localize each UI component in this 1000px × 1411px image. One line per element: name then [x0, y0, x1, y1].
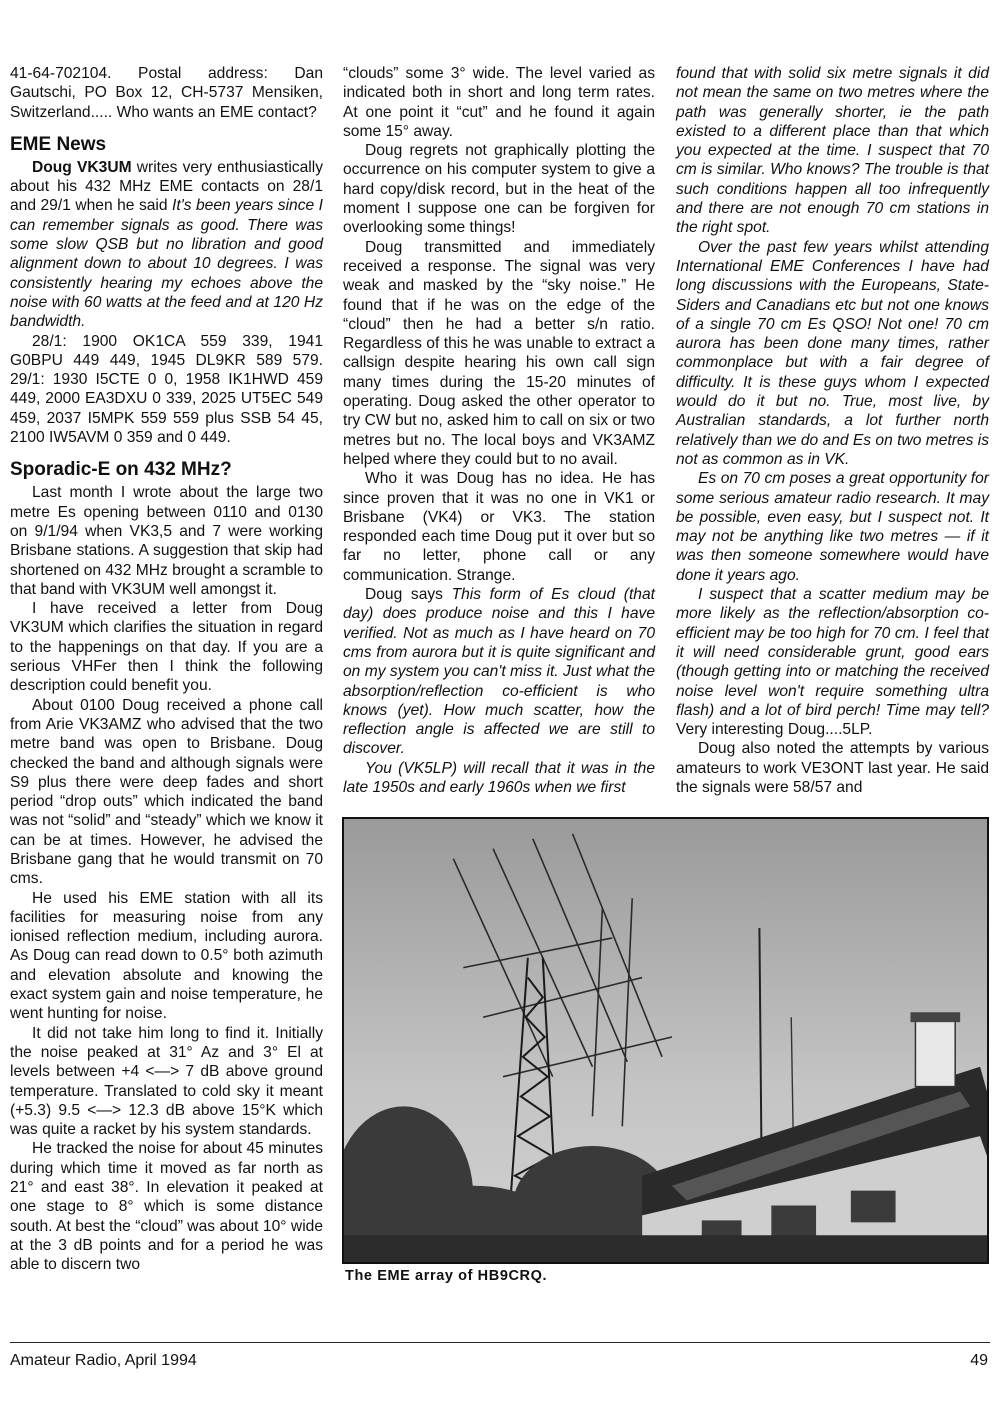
- mid-paragraph-5-quote: This form of Es cloud (that day) does produce noise and this I have verified. Not as much as I have heard on 70 cms from aurora but it is quite significant and on my system you can't miss it. Just what the absorption/reflection co-efficient is who knows (yet). How much scatter, how the reflection angle is affected we are still to discover.: [343, 586, 655, 758]
- mid-paragraph-1: “clouds” some 3° wide. The level varied as indicated both in short and long term rates. At one point it “cut” and he found it again some 15° away.: [343, 65, 655, 140]
- left-paragraph-1: 41-64-702104. Postal address: Dan Gautschi, PO Box 12, CH-5737 Mensiken, Switzerland..... Who wants an EME contact?: [10, 65, 323, 121]
- photo-illustration: [344, 819, 987, 1262]
- sporadic-paragraph-6: He tracked the noise for about 45 minutes during which time it moved as far north as 21° and east 38°. In elevation it peaked at one stage to 8° which is some distance south. At best the “cloud” was about 10° wide at the 3 dB points and for a period he was able to discern two: [10, 1140, 323, 1274]
- sporadic-paragraph-1: Last month I wrote about the large two metre Es opening between 0110 and 0130 on 9/1/94 when VK3,5 and 7 were working Brisbane stations. A suggestion that skip had shortened on 432 MHz brought a scramble to that band with VK3UM well amongst it.: [10, 484, 323, 598]
- photo-caption: The EME array of HB9CRQ.: [345, 1268, 548, 1284]
- eme-contact-log: 28/1: 1900 OK1CA 559 339, 1941 G0BPU 449 449, 1945 DL9KR 589 579. 29/1: 1930 I5CTE 0 0, 1958 IK1HWD 459 449, 2000 EA3DXU 0 339, 2025 UT5EC 549 459, 2037 I5MPK 559 559 plus SSB 54 45, 2100 IW5AVM 0 359 and 0 449.: [10, 332, 323, 447]
- right-paragraph-4: [676, 585, 989, 739]
- right-paragraph-4-tail: Very interesting Doug....5LP.: [676, 721, 873, 739]
- middle-column: [343, 64, 655, 797]
- left-column: [10, 64, 323, 1275]
- right-column: [676, 64, 989, 797]
- eme-news-paragraph: [10, 158, 323, 332]
- right-paragraph-4-quote: I suspect that a scatter medium may be more likely as the reflection/absorption co-efficient may be too high for 70 cm. I feel that it will need considerable grunt, good ears (though getting into or matching the received noise level won't require something ultra flash) and a lot of bird perch! Time may tell?: [676, 586, 989, 719]
- sporadic-paragraph-5: It did not take him long to find it. Initially the noise peaked at 31° Az and 3° El at levels between +4 <—> 7 dB above ground temperature. Translated to cold sky it meant (+5.3) 9.5 <—> 12.3 dB above 15°K which was quite a racket by his system standards.: [10, 1024, 323, 1139]
- heading-sporadic-e: Sporadic-E on 432 MHz?: [10, 459, 232, 481]
- mid-paragraph-2: Doug regrets not graphically plotting the occurrence on his computer system to give a hard copy/disk record, but in the heat of the moment I suppose one can be forgiven for overlooking some things!: [343, 142, 655, 237]
- right-paragraph-3: Es on 70 cm poses a great opportunity for some serious amateur radio research. It may be possible, even easy, but I suspect not. It may not be anything like two metres — if it was then someone somewhere would have done it years ago.: [676, 470, 989, 584]
- mid-paragraph-3: Doug transmitted and immediately received a response. The signal was very weak and masked by the “sky noise.” He found that if he was on the edge of the “cloud” then he had a better s/n ratio. Regardless of this he was unable to extract a callsign despite hearing his own call sign many times during the 15-20 minutes of operating. Doug asked the other operator to try CW but no, asked him to call on six or two metres but no. The local boys and VK3AMZ helped where they could but to no avail.: [343, 238, 655, 468]
- eme-array-photo: [342, 817, 989, 1264]
- sporadic-paragraph-4: He used his EME station with all its facilities for measuring noise from any ionised reflection medium, including aurora. As Doug can read down to 0.5° both azimuth and elevation absolute and knowing the exact system gain and noise temperature, he went hunting for noise.: [10, 889, 323, 1023]
- footer-rule: [10, 1342, 990, 1343]
- sporadic-paragraph-3: About 0100 Doug received a phone call from Arie VK3AMZ who advised that the two metre band was open to Brisbane. Doug checked the band and although signals were S9 plus there were deep fades and short period “drop outs” which indicated the band was not “solid” and “steady” which we know it can be at times. However, he advised the Brisbane gang that he would transmit on 70 cms.: [10, 696, 323, 888]
- mid-paragraph-5-lead: Doug says: [365, 586, 452, 604]
- footer-publication: Amateur Radio, April 1994: [10, 1352, 197, 1369]
- lead-callsign: Doug VK3UM: [32, 158, 132, 176]
- right-paragraph-5: Doug also noted the attempts by various amateurs to work VE3ONT last year. He said the signals were 58/57 and: [676, 740, 989, 796]
- sporadic-paragraph-2: I have received a letter from Doug VK3UM which clarifies the situation in regard to the happenings on that day. If you are a serious VHFer then I think the following description could benefit you.: [10, 600, 323, 695]
- eme-news-intro: writes very enthusiastically about his 432 MHz EME contacts on 28/1 and 29/1 when he said: [10, 158, 323, 215]
- mid-paragraph-4: Who it was Doug has no idea. He has since proven that it was no one in VK1 or Brisbane (VK4) or VK3. The station responded each time Doug put it over but so far no letter, phone call or any communication. Strange.: [343, 470, 655, 584]
- heading-eme-news: EME News: [10, 133, 107, 155]
- mid-paragraph-5: [343, 585, 655, 759]
- right-paragraph-2: Over the past few years whilst attending International EME Conferences I have had long discussions with the Europeans, State-Siders and Canadians etc but not one knows of a single 70 cm Es QSO! Not one! 70 cm aurora has been done many times, rather commonplace but with a fair degree of difficulty. It is these guys whom I expected would do it but no. True, most live, by Australian standards, a lot further north relatively than we do and Es on two metres is not as common as in VK.: [676, 238, 989, 468]
- eme-news-quote: It's been years since I can remember signals as good. There was some slow QSB but no libration and good alignment down to about 10 degrees. I was consistently hearing my echoes above the noise with 60 watts at the feed and at 120 Hz bandwidth.: [10, 197, 323, 331]
- page-number: 49: [970, 1352, 988, 1369]
- mid-paragraph-6: You (VK5LP) will recall that it was in the late 1950s and early 1960s when we first: [343, 759, 655, 796]
- right-paragraph-1: found that with solid six metre signals it did not mean the same on two metres where the path was generally shorter, ie the path existed to a different place than that which you expected at the time. I suspect that 70 cm is similar. Who knows? The trouble is that such conditions happen all too infrequently and there are not enough 70 cm stations in the right spot.: [676, 65, 989, 237]
